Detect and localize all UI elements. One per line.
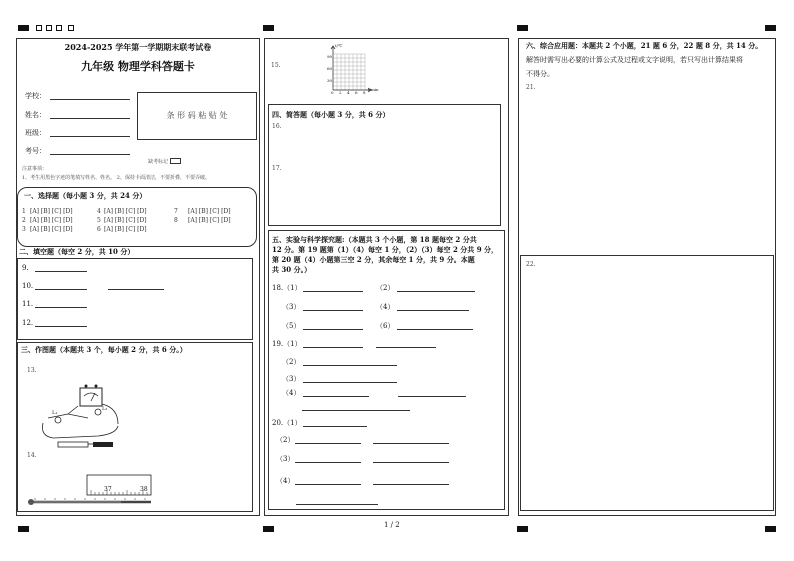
q20-2-label: （2） <box>276 436 295 444</box>
choice-q7: 7 <box>174 208 178 215</box>
q20-4-answer-a[interactable] <box>295 484 361 485</box>
q19-4-answer-b[interactable] <box>398 396 466 397</box>
q20-1-label: 20.（1） <box>272 419 302 427</box>
choice-options[interactable]: [A] [B] [C] [D] <box>104 217 147 224</box>
registration-mark <box>263 25 274 31</box>
choice-q5: 5 <box>97 217 101 224</box>
q18-6-answer[interactable] <box>397 329 473 330</box>
graph-x-tick: 0 <box>331 90 334 95</box>
q20-4-answer-b[interactable] <box>373 484 449 485</box>
section-heading-application: 六、综合应用题：本题共 2 个小题，21 题 6 分，22 题 8 分，共 14 分。 <box>526 41 763 50</box>
q18-1-label: 18.（1） <box>272 284 302 292</box>
choice-options[interactable]: [A] [B] [C] [D] <box>30 226 73 233</box>
q18-6-label: （6） <box>376 322 395 330</box>
choice-options[interactable]: [A] [B] [C] [D] <box>104 226 147 233</box>
q19-3-label: （3） <box>282 375 301 383</box>
exam-title: 2024-2025 学年第一学期期末联考试卷 <box>64 42 212 52</box>
choice-q3: 3 <box>22 226 26 233</box>
school-label: 学校： <box>25 92 46 100</box>
q20-4-answer-c[interactable] <box>296 504 378 505</box>
q18-3-answer[interactable] <box>303 310 363 311</box>
registration-mark <box>517 526 528 532</box>
absent-mark-box[interactable] <box>170 158 181 164</box>
q18-5-label: （5） <box>282 322 301 330</box>
q10-answer-line-1[interactable] <box>35 289 87 290</box>
choice-options[interactable]: [A] [B] [C] [D] <box>188 208 231 215</box>
q19-1-label: 19.（1） <box>272 340 302 348</box>
q19-2-label: （2） <box>282 358 301 366</box>
q19-4-answer-c[interactable] <box>302 410 410 411</box>
barcode-label: 条 形 码 粘 贴 处 <box>166 111 228 120</box>
choice-q2: 2 <box>22 217 26 224</box>
q19-4-label: （4） <box>282 389 301 397</box>
q10-answer-line-2[interactable] <box>108 289 164 290</box>
page-number: 1 / 2 <box>384 521 400 529</box>
q10-label: 10. <box>22 282 34 290</box>
name-label: 姓名： <box>25 111 46 119</box>
section-heading-experiment-l3: 第 20 题（4）小题第三空 2 分，其余每空 1 分，共 9 分。本题 <box>272 255 475 264</box>
q22-answer-box <box>520 255 774 511</box>
registration-mark <box>18 25 29 31</box>
q20-1-answer[interactable] <box>303 426 367 427</box>
q12-label: 12. <box>22 319 34 327</box>
q16-label: 16. <box>272 123 282 130</box>
section-heading-experiment-l2: 12 分。第 19 题第（1）（4）每空 1 分，（2）（3）每空 2 分共 9 分， <box>272 245 499 254</box>
q19-1-answer-b[interactable] <box>376 347 436 348</box>
exam-no-label: 考号： <box>25 147 46 155</box>
choice-options[interactable]: [A] [B] [C] [D] <box>188 217 231 224</box>
q20-3-answer-a[interactable] <box>295 462 361 463</box>
choice-q8: 8 <box>174 217 178 224</box>
class-input-line[interactable] <box>50 136 130 137</box>
choice-options[interactable]: [A] [B] [C] [D] <box>30 217 73 224</box>
q20-2-answer-b[interactable] <box>373 443 449 444</box>
name-input-line[interactable] <box>50 118 130 119</box>
thermometer-label-37: 37 <box>104 486 112 493</box>
q9-label: 9. <box>22 264 29 272</box>
graph-y-tick: 90 <box>327 54 333 59</box>
registration-mark <box>765 25 776 31</box>
section-heading-fill: 二、填空题（每空 2 分，共 10 分） <box>19 247 135 256</box>
graph-y-tick: 30 <box>327 78 333 83</box>
registration-mark <box>18 526 29 532</box>
sheet-title: 九年级 物理学科答题卡 <box>81 60 195 73</box>
section-heading-experiment-l4: 共 30 分。） <box>272 265 312 274</box>
circuit-diagram <box>38 378 148 450</box>
registration-mark <box>765 526 776 532</box>
q9-answer-line[interactable] <box>35 271 87 272</box>
section-heading-choice: 一、选择题（每小题 3 分，共 24 分） <box>24 191 147 200</box>
registration-mark <box>517 25 528 31</box>
thermometer-diagram <box>25 470 155 510</box>
section-heading-application-l3: 不得分。 <box>526 70 554 78</box>
q18-4-answer[interactable] <box>397 310 469 311</box>
q18-3-label: （3） <box>282 303 301 311</box>
graph-x-tick: 4 <box>347 90 350 95</box>
registration-square <box>56 25 62 31</box>
thermometer-label-38: 38 <box>140 486 148 493</box>
exam-no-input-line[interactable] <box>50 154 130 155</box>
graph-x-axis-label: t/min <box>368 87 379 92</box>
section-heading-application-l2: 解答时需写出必要的计算公式及过程或文字说明，若只写出计算结果将 <box>526 56 743 64</box>
registration-square <box>68 25 74 31</box>
registration-square <box>46 25 52 31</box>
graph-x-tick: 8 <box>363 90 366 95</box>
notes-title: 注意事项： <box>22 166 48 172</box>
q14-label: 14. <box>27 452 37 459</box>
section-heading-experiment: 五、实验与科学探究题:（本题共 3 个小题，第 18 题每空 2 分共 <box>272 235 477 244</box>
q22-label: 22. <box>526 261 536 268</box>
q12-answer-line[interactable] <box>35 326 87 327</box>
graph-y-axis-label: t/℃ <box>335 43 343 48</box>
school-input-line[interactable] <box>50 99 130 100</box>
graph-x-tick: 2 <box>339 90 342 95</box>
choice-options[interactable]: [A] [B] [C] [D] <box>30 208 73 215</box>
short-answer-section <box>268 104 501 226</box>
section-heading-drawing: 三、作图题（本题共 3 个，每小题 2 分，共 6 分。） <box>21 345 187 354</box>
choice-options[interactable]: [A] [B] [C] [D] <box>104 208 147 215</box>
svg-text:L₂: L₂ <box>102 406 108 412</box>
registration-mark <box>263 526 274 532</box>
absent-mark-label: 缺考标记 <box>148 159 169 165</box>
q19-3-answer[interactable] <box>303 382 397 383</box>
q18-5-answer[interactable] <box>303 329 363 330</box>
choice-q6: 6 <box>97 226 101 233</box>
q18-1-answer[interactable] <box>303 291 363 292</box>
q18-4-label: （4） <box>376 303 395 311</box>
section-heading-short-answer: 四、简答题（每小题 3 分，共 6 分） <box>272 110 390 119</box>
registration-square <box>36 25 42 31</box>
q13-label: 13. <box>27 367 37 374</box>
q17-label: 17. <box>272 165 282 172</box>
q18-2-label: （2） <box>376 284 395 292</box>
q20-3-answer-b[interactable] <box>373 462 449 463</box>
q21-label: 21. <box>526 84 536 91</box>
q20-3-label: （3） <box>276 455 295 463</box>
q18-2-answer[interactable] <box>397 291 475 292</box>
graph-y-tick: 60 <box>327 66 333 71</box>
choice-q1: 1 <box>22 208 26 215</box>
q20-4-label: （4） <box>276 477 295 485</box>
q11-answer-line[interactable] <box>35 307 87 308</box>
q11-label: 11. <box>22 300 34 308</box>
q19-1-answer-a[interactable] <box>303 347 363 348</box>
class-label: 班级： <box>25 129 46 137</box>
choice-q4: 4 <box>97 208 101 215</box>
q19-4-answer-a[interactable] <box>303 396 369 397</box>
svg-text:L₁: L₁ <box>52 410 58 416</box>
q19-2-answer[interactable] <box>303 365 397 366</box>
q15-label: 15. <box>271 62 281 69</box>
graph-x-tick: 6 <box>355 90 358 95</box>
q20-2-answer-a[interactable] <box>295 443 361 444</box>
notes-text: 1、考生用黑色字迹的笔填写姓名、姓名。 2、保持卡面清洁，不要折叠，不要弄破。 <box>22 175 210 181</box>
